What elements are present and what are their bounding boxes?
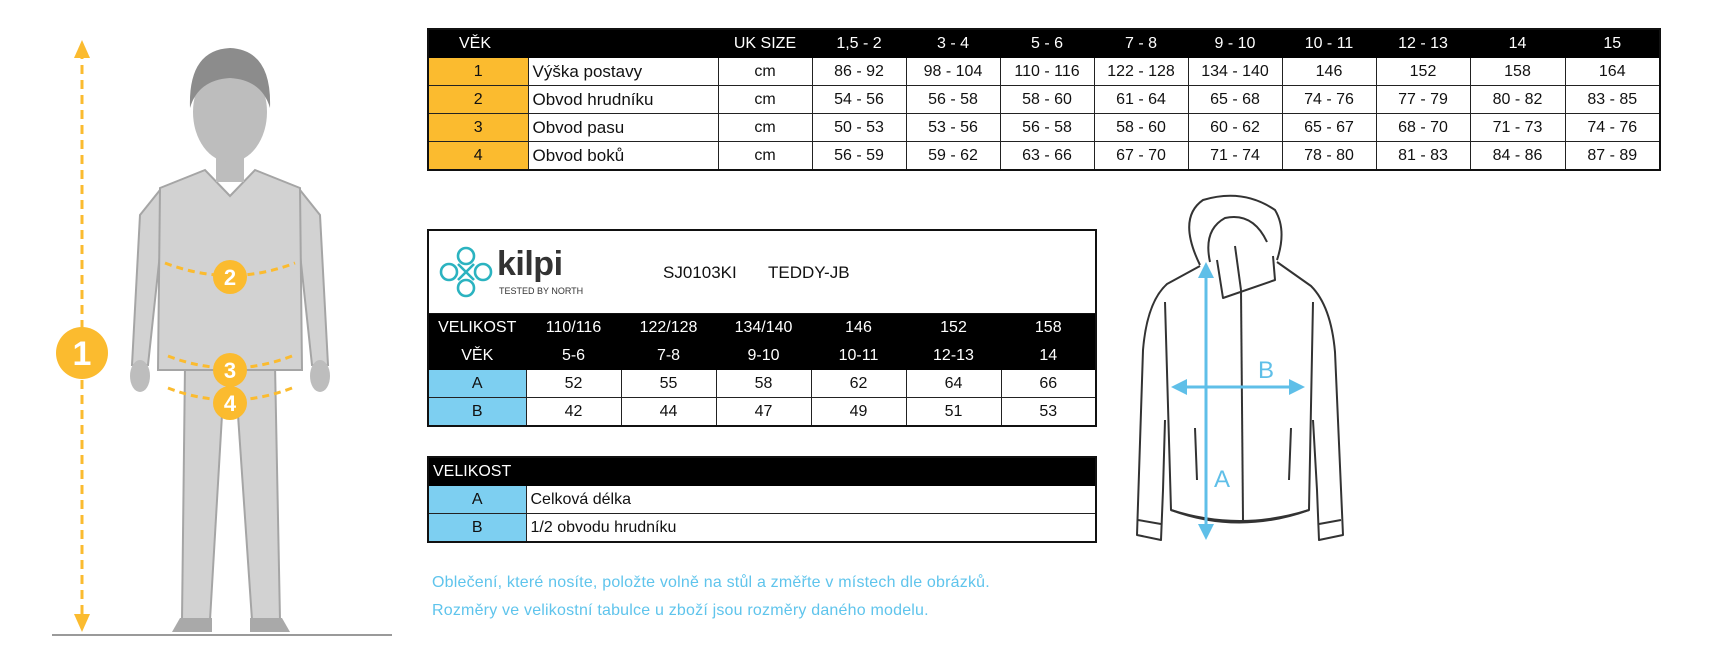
row-key: B [428,398,526,427]
table-cell: 56 - 58 [1000,114,1094,142]
legend-key: A [428,486,526,514]
table-cell: 56 - 58 [906,86,1000,114]
header-cell: 3 - 4 [906,29,1000,58]
row-label: Obvod boků [528,142,718,171]
table-cell: 58 - 60 [1094,114,1188,142]
table-cell: 67 - 70 [1094,142,1188,171]
table-cell: 65 - 67 [1282,114,1376,142]
row-unit: cm [718,114,812,142]
header-cell: 7 - 8 [1094,29,1188,58]
table-cell: 56 - 59 [812,142,906,171]
marker-3: 3 [223,358,237,383]
row-label: Obvod hrudníku [528,86,718,114]
table-cell: 81 - 83 [1376,142,1470,171]
table-row [428,370,1096,398]
legend-header [428,457,1096,486]
row-label: Výška postavy [528,58,718,86]
row-unit: cm [718,142,812,171]
table-cell: 74 - 76 [1565,114,1660,142]
table-cell: 71 - 73 [1470,114,1565,142]
header-cell: 1,5 - 2 [812,29,906,58]
product-name: TEDDY-JB [768,263,850,282]
child-measurement-figure [40,20,410,645]
legend-desc: Celková délka [526,486,1096,514]
table-cell: 146 [1282,58,1376,86]
table-cell: 77 - 79 [1376,86,1470,114]
size-chart-table [427,28,1661,171]
table-row [428,114,1660,142]
table-cell: 134 - 140 [1188,58,1282,86]
age-cell: 12-13 [906,342,1001,370]
row-key: A [428,370,526,398]
table-cell: 51 [906,398,1001,427]
table-cell: 84 - 86 [1470,142,1565,171]
age-cell: 7-8 [621,342,716,370]
table-cell: 78 - 80 [1282,142,1376,171]
marker-4: 4 [223,391,237,416]
table-cell: 62 [811,370,906,398]
table-row [428,514,1096,543]
kilpi-logo-icon [437,245,495,299]
jacket-diagram [1125,190,1365,575]
table-cell: 158 [1470,58,1565,86]
sizes-row [428,314,1096,342]
table-cell: 83 - 85 [1565,86,1660,114]
ages-row [428,342,1096,370]
table-cell: 58 [716,370,811,398]
header-cell: 9 - 10 [1188,29,1282,58]
brand-name: kilpi [497,245,563,283]
table-row [428,86,1660,114]
table-cell: 61 - 64 [1094,86,1188,114]
jacket-label-b: B [1258,357,1275,384]
table-cell: 42 [526,398,621,427]
header-cell: 5 - 6 [1000,29,1094,58]
size-cell: 146 [811,314,906,342]
header-cell: 14 [1470,29,1565,58]
legend-table [427,456,1097,543]
table-cell: 110 - 116 [1000,58,1094,86]
age-cell: 14 [1001,342,1096,370]
note-line-2: Rozměry ve velikostní tabulce u zboží jsou rozměry daného modelu. [432,602,929,619]
table-cell: 122 - 128 [1094,58,1188,86]
brand-tagline: TESTED BY NORTH [499,286,584,296]
note-line-1: Oblečení, které nosíte, položte volně na stůl a změřte v místech dle obrázků. [432,574,990,591]
legend-title: VELIKOST [428,457,1096,486]
table-row [428,58,1660,86]
row-number: 3 [428,114,528,142]
row-number: 4 [428,142,528,171]
header-cell: VĚK [428,29,528,58]
table-cell: 66 [1001,370,1096,398]
legend-key: B [428,514,526,543]
jacket-label-a: A [1214,466,1231,493]
age-label: VĚK [428,342,526,370]
age-cell: 5-6 [526,342,621,370]
table-cell: 80 - 82 [1470,86,1565,114]
table-cell: 98 - 104 [906,58,1000,86]
size-cell: 152 [906,314,1001,342]
product-header-row [428,230,1096,314]
size-cell: 134/140 [716,314,811,342]
table-cell: 50 - 53 [812,114,906,142]
marker-1: 1 [72,335,92,373]
header-cell: 12 - 13 [1376,29,1470,58]
size-cell: 110/116 [526,314,621,342]
table-cell: 54 - 56 [812,86,906,114]
header-cell [528,29,718,58]
table-cell: 63 - 66 [1000,142,1094,171]
table-cell: 64 [906,370,1001,398]
row-label: Obvod pasu [528,114,718,142]
table-cell: 164 [1565,58,1660,86]
age-cell: 9-10 [716,342,811,370]
size-label: VELIKOST [428,314,526,342]
table-cell: 60 - 62 [1188,114,1282,142]
product-header [428,230,1096,314]
table-row [428,486,1096,514]
row-unit: cm [718,86,812,114]
table-cell: 53 [1001,398,1096,427]
table-cell: 47 [716,398,811,427]
table-cell: 49 [811,398,906,427]
marker-2: 2 [223,265,237,290]
table-cell: 65 - 68 [1188,86,1282,114]
table-cell: 74 - 76 [1282,86,1376,114]
product-code: SJ0103KI [663,263,737,282]
table-cell: 53 - 56 [906,114,1000,142]
product-size-table [427,229,1097,427]
table-cell: 152 [1376,58,1470,86]
table-row [428,142,1660,171]
table-cell: 52 [526,370,621,398]
age-cell: 10-11 [811,342,906,370]
table-cell: 55 [621,370,716,398]
table-row [428,398,1096,427]
table-cell: 58 - 60 [1000,86,1094,114]
row-number: 2 [428,86,528,114]
table-cell: 68 - 70 [1376,114,1470,142]
table-cell: 59 - 62 [906,142,1000,171]
table-cell: 71 - 74 [1188,142,1282,171]
table-cell: 86 - 92 [812,58,906,86]
size-cell: 158 [1001,314,1096,342]
header-cell: 10 - 11 [1282,29,1376,58]
header-cell: 15 [1565,29,1660,58]
size-chart-header [428,29,1660,58]
row-number: 1 [428,58,528,86]
table-cell: 87 - 89 [1565,142,1660,171]
size-cell: 122/128 [621,314,716,342]
row-unit: cm [718,58,812,86]
table-cell: 44 [621,398,716,427]
legend-desc: 1/2 obvodu hrudníku [526,514,1096,543]
header-cell: UK SIZE [718,29,812,58]
